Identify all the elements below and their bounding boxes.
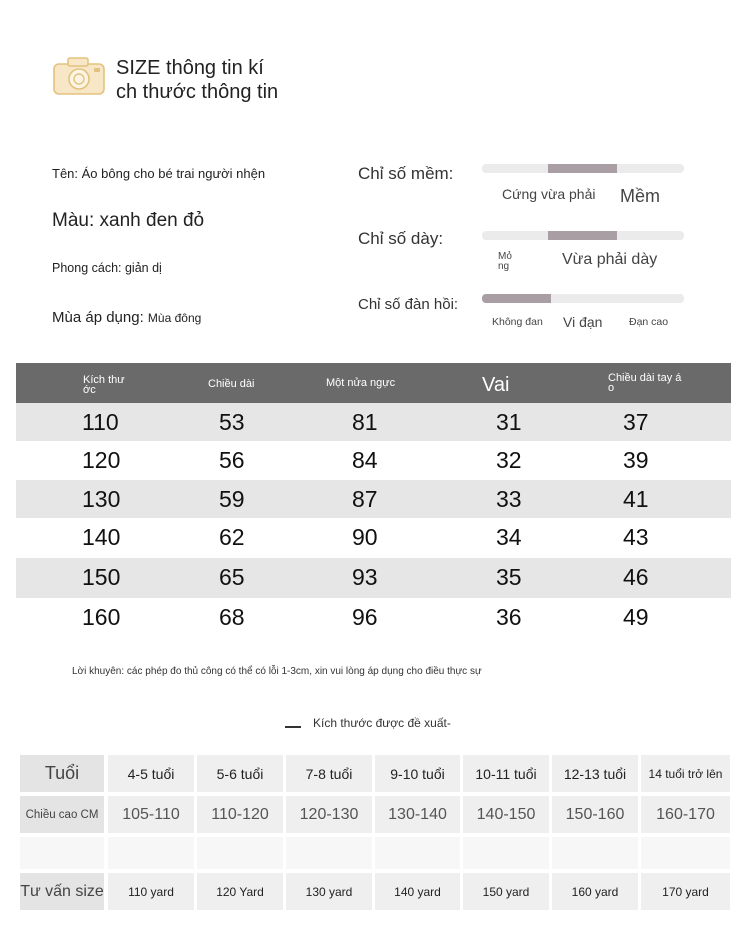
thickness-tick-medium: Vừa phải dày (562, 251, 658, 268)
blank-cell (552, 837, 638, 869)
thickness-index-fill (548, 231, 617, 240)
size-cell: 39 (623, 447, 649, 473)
size-cell: 36 (496, 604, 522, 630)
title-dash (285, 726, 301, 728)
camera-icon (52, 54, 108, 96)
size-table-header (16, 363, 731, 403)
thickness-index-label: Chỉ số dày: (358, 229, 444, 248)
softness-index-fill (548, 164, 617, 173)
season-label: Mùa áp dụng: (52, 309, 144, 326)
elasticity-tick-slight: Vi đạn (563, 314, 603, 330)
thickness-tick-thin-1: Mỏ (498, 251, 512, 262)
age-cell: 12-13 tuổi (552, 755, 638, 792)
size-cell: 120 (82, 447, 121, 473)
header-length: Chiều dài (208, 378, 255, 390)
recommended-title-text: Kích thước được đề xuất- (313, 716, 451, 730)
elasticity-index-label: Chỉ số đàn hồi: (358, 296, 459, 313)
size-cell: 53 (219, 409, 245, 435)
blank-cell (463, 837, 549, 869)
size-cell: 32 (496, 447, 522, 473)
thickness-index-bar (482, 231, 684, 240)
header-size-1: Kích thư (83, 374, 125, 386)
blank-cell (286, 837, 372, 869)
size-cell: 68 (219, 604, 245, 630)
blank-cell (108, 837, 194, 869)
size-cell: 87 (352, 486, 378, 512)
size-cell: 46 (623, 564, 649, 590)
size-cell: 90 (352, 524, 378, 550)
header-size-2: ớc (83, 384, 96, 396)
softness-index-bar (482, 164, 684, 173)
size-cell: 81 (352, 409, 378, 435)
size-table-row (16, 558, 731, 598)
elasticity-index-fill (482, 294, 551, 303)
size-cell: 160 (82, 604, 121, 630)
size-cell: 120 Yard (197, 873, 283, 910)
size-cell: 34 (496, 524, 522, 550)
size-cell: 130 yard (286, 873, 372, 910)
size-cell: 49 (623, 604, 649, 630)
product-color: Màu: xanh đen đỏ (52, 210, 205, 231)
size-cell: 33 (496, 486, 522, 512)
recommended-title (285, 716, 451, 730)
height-cell: 120-130 (286, 796, 372, 833)
size-cell: 84 (352, 447, 378, 473)
height-cell: 110-120 (197, 796, 283, 833)
height-cell: 105-110 (108, 796, 194, 833)
height-row-label: Chiều cao CM (20, 796, 104, 833)
age-cell: 5-6 tuổi (197, 755, 283, 792)
softness-tick-medium: Cứng vừa phải (502, 186, 596, 202)
size-table-row (16, 518, 731, 558)
size-cell: 96 (352, 604, 378, 630)
height-cell: 130-140 (375, 796, 460, 833)
header-shoulder: Vai (482, 374, 510, 396)
size-cell: 41 (623, 486, 649, 512)
age-cell: 9-10 tuổi (375, 755, 460, 792)
size-row-label: Tư vấn size (20, 873, 104, 910)
product-name: Tên: Áo bông cho bé trai người nhện (52, 166, 266, 181)
size-cell: 43 (623, 524, 649, 550)
thickness-tick-thin-2: ng (498, 261, 510, 272)
measurement-advice: Lời khuyên: các phép đo thủ công có thể có lỗi 1-3cm, xin vui lòng áp dụng cho điều thực sự (72, 666, 482, 677)
size-cell: 150 yard (463, 873, 549, 910)
size-cell: 170 yard (641, 873, 730, 910)
header-half-chest: Một nửa ngực (326, 377, 396, 389)
header-sleeve-2: o (608, 382, 615, 394)
height-cell: 160-170 (641, 796, 730, 833)
product-season (52, 309, 201, 326)
blank-cell (375, 837, 460, 869)
age-row-label: Tuổi (20, 755, 104, 792)
age-cell: 14 tuổi trở lên (641, 755, 730, 792)
season-value: Mùa đông (147, 311, 202, 325)
size-cell: 110 (82, 409, 119, 435)
page-title-line-1: SIZE thông tin kí (116, 57, 264, 79)
age-cell: 4-5 tuổi (108, 755, 194, 792)
size-table-row (16, 480, 731, 518)
age-cell: 10-11 tuổi (463, 755, 549, 792)
page-title (116, 56, 278, 104)
size-cell: 110 yard (108, 873, 194, 910)
size-table (16, 363, 731, 637)
size-cell: 93 (352, 564, 378, 590)
size-cell: 56 (219, 447, 245, 473)
page-title-line-2: ch thước thông tin (116, 81, 279, 103)
blank-cell (197, 837, 283, 869)
blank-cell (20, 837, 104, 869)
softness-tick-soft: Mềm (620, 186, 660, 206)
softness-index-label: Chỉ số mềm: (358, 164, 454, 183)
height-cell: 140-150 (463, 796, 549, 833)
size-cell: 160 yard (552, 873, 638, 910)
size-cell: 37 (623, 409, 649, 435)
size-cell: 140 yard (375, 873, 460, 910)
elasticity-tick-none: Không đan (492, 316, 543, 328)
size-cell: 35 (496, 564, 522, 590)
size-table-row (16, 403, 731, 441)
blank-cell (641, 837, 730, 869)
size-table-row (16, 441, 731, 480)
header-sleeve-1: Chiều dài tay á (608, 372, 682, 384)
size-cell: 59 (219, 486, 245, 512)
height-cell: 150-160 (552, 796, 638, 833)
size-table-row (16, 598, 731, 637)
size-cell: 130 (82, 486, 121, 512)
elasticity-index-bar (482, 294, 684, 303)
elasticity-tick-high: Đạn cao (629, 316, 669, 328)
product-style: Phong cách: giản dị (52, 261, 162, 275)
page-header (52, 52, 352, 102)
size-cell: 65 (219, 564, 245, 590)
size-cell: 31 (496, 409, 522, 435)
size-cell: 140 (82, 524, 121, 550)
age-cell: 7-8 tuổi (286, 755, 372, 792)
size-table-body (16, 403, 731, 637)
size-cell: 150 (82, 564, 121, 590)
size-cell: 62 (219, 524, 245, 550)
